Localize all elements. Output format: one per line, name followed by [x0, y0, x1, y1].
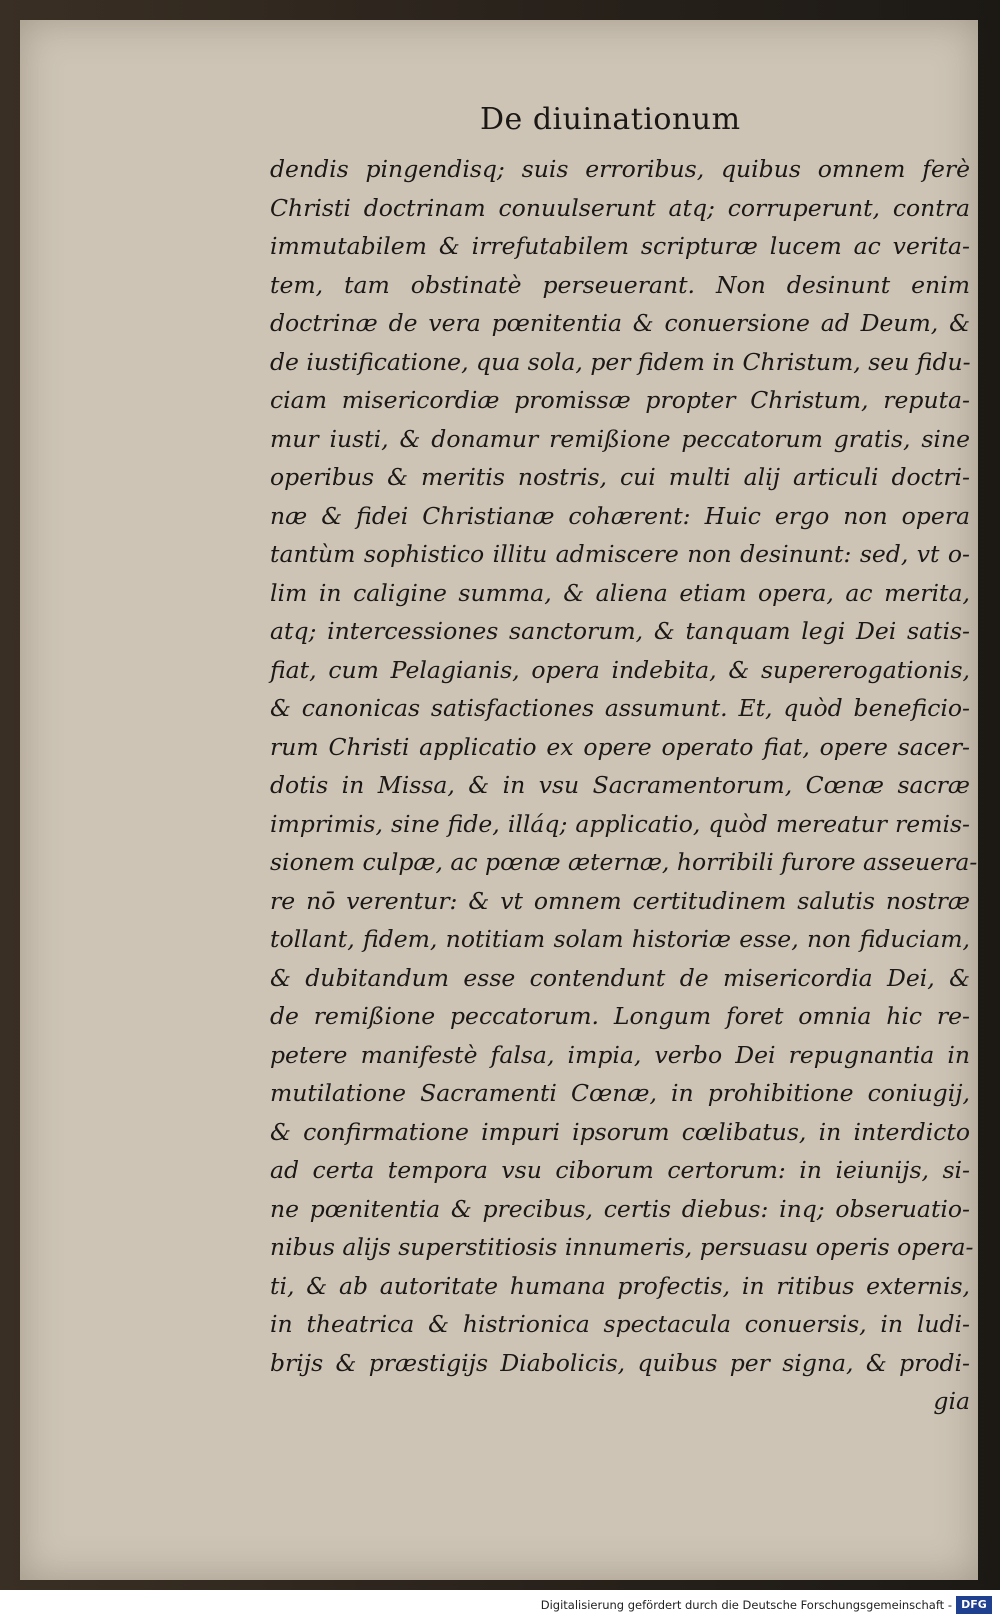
text-line: dotis in Missa, & in vsu Sacramentorum, Cœnæ sacræ	[270, 771, 970, 799]
text-line: nibus alijs superstitiosis innumeris, persuasu operis opera-	[270, 1233, 974, 1261]
text-line: in theatrica & histrionica spectacula conuersis, in ludi-	[270, 1310, 970, 1338]
text-line: Christi doctrinam conuulserunt atq; corruperunt, contra	[270, 193, 970, 222]
book-page	[20, 20, 978, 1580]
text-line: dendis pingendisq; suis erroribus, quibus omnem ferè	[270, 155, 970, 183]
text-line: & dubitandum esse contendunt de misericordia Dei, &	[270, 963, 970, 992]
text-line: atq; intercessiones sanctorum, & tanquam legi Dei satis-	[270, 617, 970, 645]
text-line: petere manifestè falsa, impia, verbo Dei repugnantia in	[270, 1040, 970, 1069]
text-line: tem, tam obstinatè perseuerant. Non desinunt enim	[270, 270, 970, 299]
running-head: De diuinationum	[480, 102, 741, 137]
dfg-logo: DFG	[956, 1596, 992, 1614]
text-line: tollant, fidem, notitiam solam historiæ esse, non fiduciam,	[270, 925, 970, 953]
catchword: gia	[933, 1387, 970, 1415]
text-line: brijs & præstigijs Diabolicis, quibus per signa, & prodi-	[270, 1348, 970, 1377]
digitization-footer	[0, 1590, 1000, 1622]
text-line: næ & fidei Christianæ cohærent: Huic ergo non opera	[270, 501, 970, 530]
text-line: immutabilem & irrefutabilem scripturæ lucem ac verita-	[270, 232, 970, 260]
text-line: de remißione peccatorum. Longum foret omnia hic re-	[270, 1002, 970, 1030]
funding-credit: Digitalisierung gefördert durch die Deutsche Forschungsgemeinschaft -	[540, 1598, 952, 1612]
text-line: tantùm sophistico illitu admiscere non desinunt: sed, vt o-	[270, 540, 970, 568]
text-line: fiat, cum Pelagianis, opera indebita, & supererogationis,	[270, 655, 970, 684]
body-text	[270, 150, 978, 1421]
text-line: doctrinæ de vera pœnitentia & conuersione ad Deum, &	[270, 309, 970, 337]
text-line: imprimis, sine fide, illáq; applicatio, quòd mereatur remis-	[270, 809, 970, 838]
text-line: ti, & ab autoritate humana profectis, in ritibus externis,	[270, 1271, 970, 1300]
text-line: ciam misericordiæ promissæ propter Christum, reputa-	[270, 386, 970, 414]
text-line: & canonicas satisfactiones assumunt. Et, quòd beneficio-	[270, 694, 970, 722]
text-line: ad certa tempora vsu ciborum certorum: in ieiunijs, si-	[270, 1156, 970, 1184]
text-line: rum Christi applicatio ex opere operato fiat, opere sacer-	[270, 732, 970, 761]
text-line: mur iusti, & donamur remißione peccatorum gratis, sine	[270, 424, 970, 453]
text-line: operibus & meritis nostris, cui multi alij articuli doctri-	[270, 463, 970, 491]
text-line: lim in caligine summa, & aliena etiam opera, ac merita,	[270, 578, 970, 607]
text-line: & confirmatione impuri ipsorum cœlibatus, in interdicto	[270, 1117, 970, 1146]
text-line: mutilatione Sacramenti Cœnæ, in prohibitione coniugij,	[270, 1079, 970, 1107]
text-line: de iustificatione, qua sola, per fidem in Christum, seu fidu-	[270, 347, 971, 376]
text-line: ne pœnitentia & precibus, certis diebus: inq; obseruatio-	[270, 1194, 970, 1223]
text-line: re nō verentur: & vt omnem certitudinem salutis nostræ	[270, 886, 970, 915]
text-line: sionem culpæ, ac pœnæ æternæ, horribili furore asseuera-	[270, 848, 978, 876]
